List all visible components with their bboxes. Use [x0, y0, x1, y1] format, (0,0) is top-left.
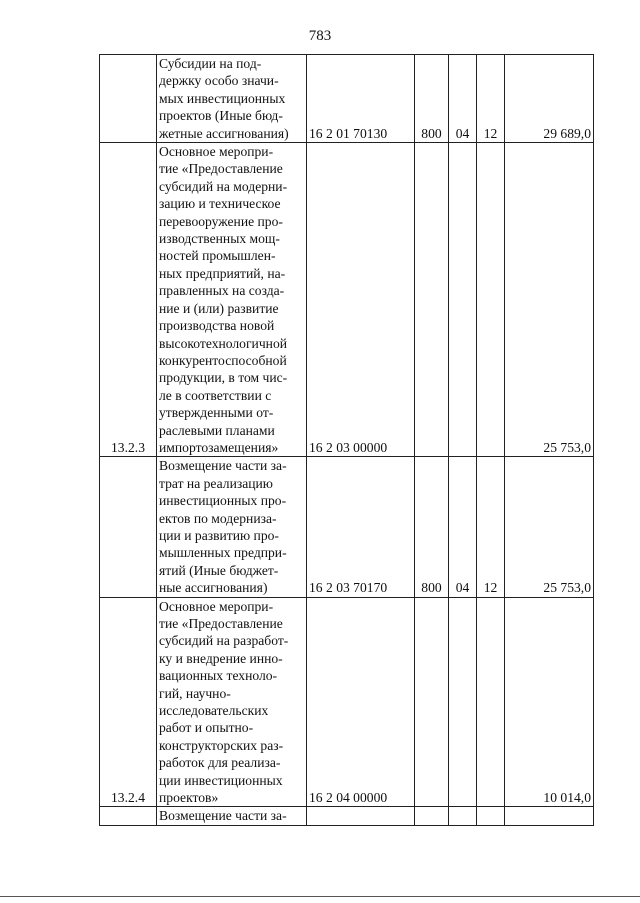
row-name: Возмещение части за-: [157, 807, 307, 825]
row-name: Основное меропри- тие «Предоставление субсидий на разработ- ку и внедрение инно- вационных техноло- гий, научно- исследовательских работ и опытно- конструкторских раз- работок для реализа- ции инвестиционных проектов»: [157, 597, 307, 807]
row-name: Субсидии на под- держку особо значи- мых инвестиционных проектов (Иные бюд- жетные ассигнования): [157, 55, 307, 143]
table-body: [100, 55, 594, 826]
table-row: [100, 597, 594, 807]
row-number: 13.2.4: [100, 597, 157, 807]
row-target-code: [307, 807, 415, 825]
row-section: 04: [449, 457, 477, 597]
table-row: [100, 55, 594, 143]
row-expense-type: [415, 143, 449, 457]
row-name: Основное меропри- тие «Предоставление субсидий на модерни- зацию и техническое перевооружение про- изводственных мощ- ностей промышлен- ных предприятий, на- правленных на созда- ние и (или) развитие производства новой высокотехнологичной конкурентоспособной продукции, в том чис- ле в соответствии с утвержденными от- раслевыми планами импортозамещения»: [157, 143, 307, 457]
row-number: [100, 457, 157, 597]
row-amount: 10 014,0: [505, 597, 594, 807]
row-number: [100, 807, 157, 825]
row-amount: 25 753,0: [505, 457, 594, 597]
row-expense-type: [415, 807, 449, 825]
row-subsection: 12: [477, 55, 505, 143]
row-number: 13.2.3: [100, 143, 157, 457]
row-amount: 25 753,0: [505, 143, 594, 457]
row-amount: 29 689,0: [505, 55, 594, 143]
budget-table: [99, 54, 594, 826]
table-row: [100, 457, 594, 597]
row-name: Возмещение части за- трат на реализацию инвестиционных про- ектов по модерниза- ции и развитию про- мышленных предпри- ятий (Иные бюджет- ные ассигнования): [157, 457, 307, 597]
row-target-code: 16 2 04 00000: [307, 597, 415, 807]
row-expense-type: [415, 597, 449, 807]
table-row: [100, 807, 594, 825]
table-row: [100, 143, 594, 457]
row-target-code: 16 2 03 00000: [307, 143, 415, 457]
row-expense-type: 800: [415, 457, 449, 597]
page-number: 783: [308, 28, 332, 44]
row-amount: [505, 807, 594, 825]
row-subsection: [477, 143, 505, 457]
row-subsection: 12: [477, 457, 505, 597]
row-target-code: 16 2 03 70170: [307, 457, 415, 597]
row-number: [100, 55, 157, 143]
row-section: [449, 143, 477, 457]
row-section: [449, 807, 477, 825]
row-subsection: [477, 807, 505, 825]
row-subsection: [477, 597, 505, 807]
row-section: 04: [449, 55, 477, 143]
row-target-code: 16 2 01 70130: [307, 55, 415, 143]
row-expense-type: 800: [415, 55, 449, 143]
row-section: [449, 597, 477, 807]
footer-rule: [0, 896, 640, 897]
